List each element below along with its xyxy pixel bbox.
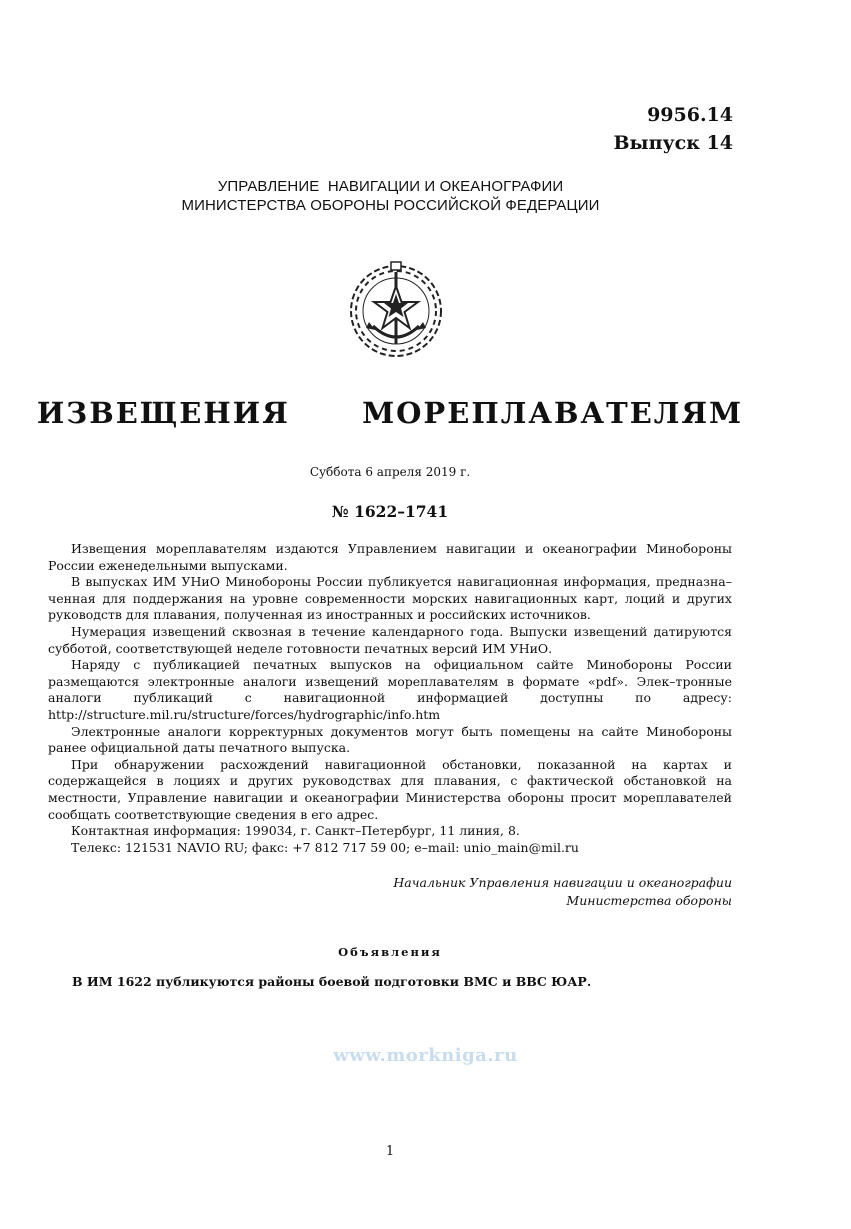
paragraph: Извещения мореплавателям издаются Управлением навигации и океанографии Минобороны России еженедельными выпусками.	[48, 541, 732, 573]
watermark: www.morkniga.ru	[333, 1045, 518, 1066]
org-line-2: МИНИСТЕРСТВА ОБОРОНЫ РОССИЙСКОЙ ФЕДЕРАЦИИ	[181, 197, 600, 214]
announcements-heading: Объявления	[338, 945, 442, 959]
intro-text	[48, 541, 732, 856]
document-code: 9956.14	[647, 104, 733, 126]
issue-number: Выпуск 14	[613, 132, 733, 154]
main-title: ИЗВЕЩЕНИЯ МОРЕПЛАВАТЕЛЯМ	[36, 396, 744, 430]
notice-number-range: № 1622–1741	[331, 502, 449, 521]
signature-block	[393, 874, 732, 910]
announcement-text: В ИМ 1622 публикуются районы боевой подготовки ВМС и ВВС ЮАР.	[72, 974, 592, 989]
paragraph: При обнаружении расхождений навигационной обстановки, показанной на картах и содержащейся в лоциях и других руководствах для плавания, с фактической обстановкой на местности, Управление навигации и океанографии Министерства обороны просит мореплавателей сообщать соответствующие сведения в его адрес.	[48, 756, 732, 822]
contact-telex: Телекс: 121531 NAVIO RU; факс: +7 812 717 59 00; e–mail: unio_main@mil.ru	[71, 839, 579, 855]
anchor-star-chain-emblem-icon	[343, 258, 450, 360]
organization-name	[0, 177, 781, 215]
document-code-block	[613, 101, 733, 157]
signature-line-2: Министерства обороны	[566, 893, 732, 908]
contact-address: Контактная информация: 199034, г. Санкт–Петербург, 11 линия, 8.	[71, 823, 520, 839]
paragraph: Электронные аналоги корректурных документов могут быть помещены на сайте Минобороны ранее официальной даты печатного выпуска.	[48, 723, 732, 756]
paragraph: Наряду с публикацией печатных выпусков на официальном сайте Минобороны России размещаются электронные аналоги извещений мореплавателям в формате «pdf». Элек–тронные аналоги публикаций с навигационной информацией доступны по адресу: http://structure.mil.ru/structure/forces/hydrographic/info.htm	[48, 657, 732, 722]
issue-date: Суббота 6 апреля 2019 г.	[309, 465, 471, 479]
signature-line-1: Начальник Управления навигации и океанографии	[393, 875, 732, 890]
paragraph: В выпусках ИМ УНиО Минобороны России публикуется навигационная информация, предназна–ченная для поддержания на уровне современности морских навигационных карт, лоций и других руководств для плавания, полученная из иностранных и российских источников.	[48, 574, 732, 623]
page-number: 1	[385, 1144, 395, 1159]
paragraph: Нумерация извещений сквозная в течение календарного года. Выпуски извещений датируются субботой, соответствующей неделе готовности печатных версий ИМ УНиО.	[48, 623, 732, 656]
org-line-1: УПРАВЛЕНИЕ НАВИГАЦИИ И ОКЕАНОГРАФИИ	[217, 178, 564, 195]
